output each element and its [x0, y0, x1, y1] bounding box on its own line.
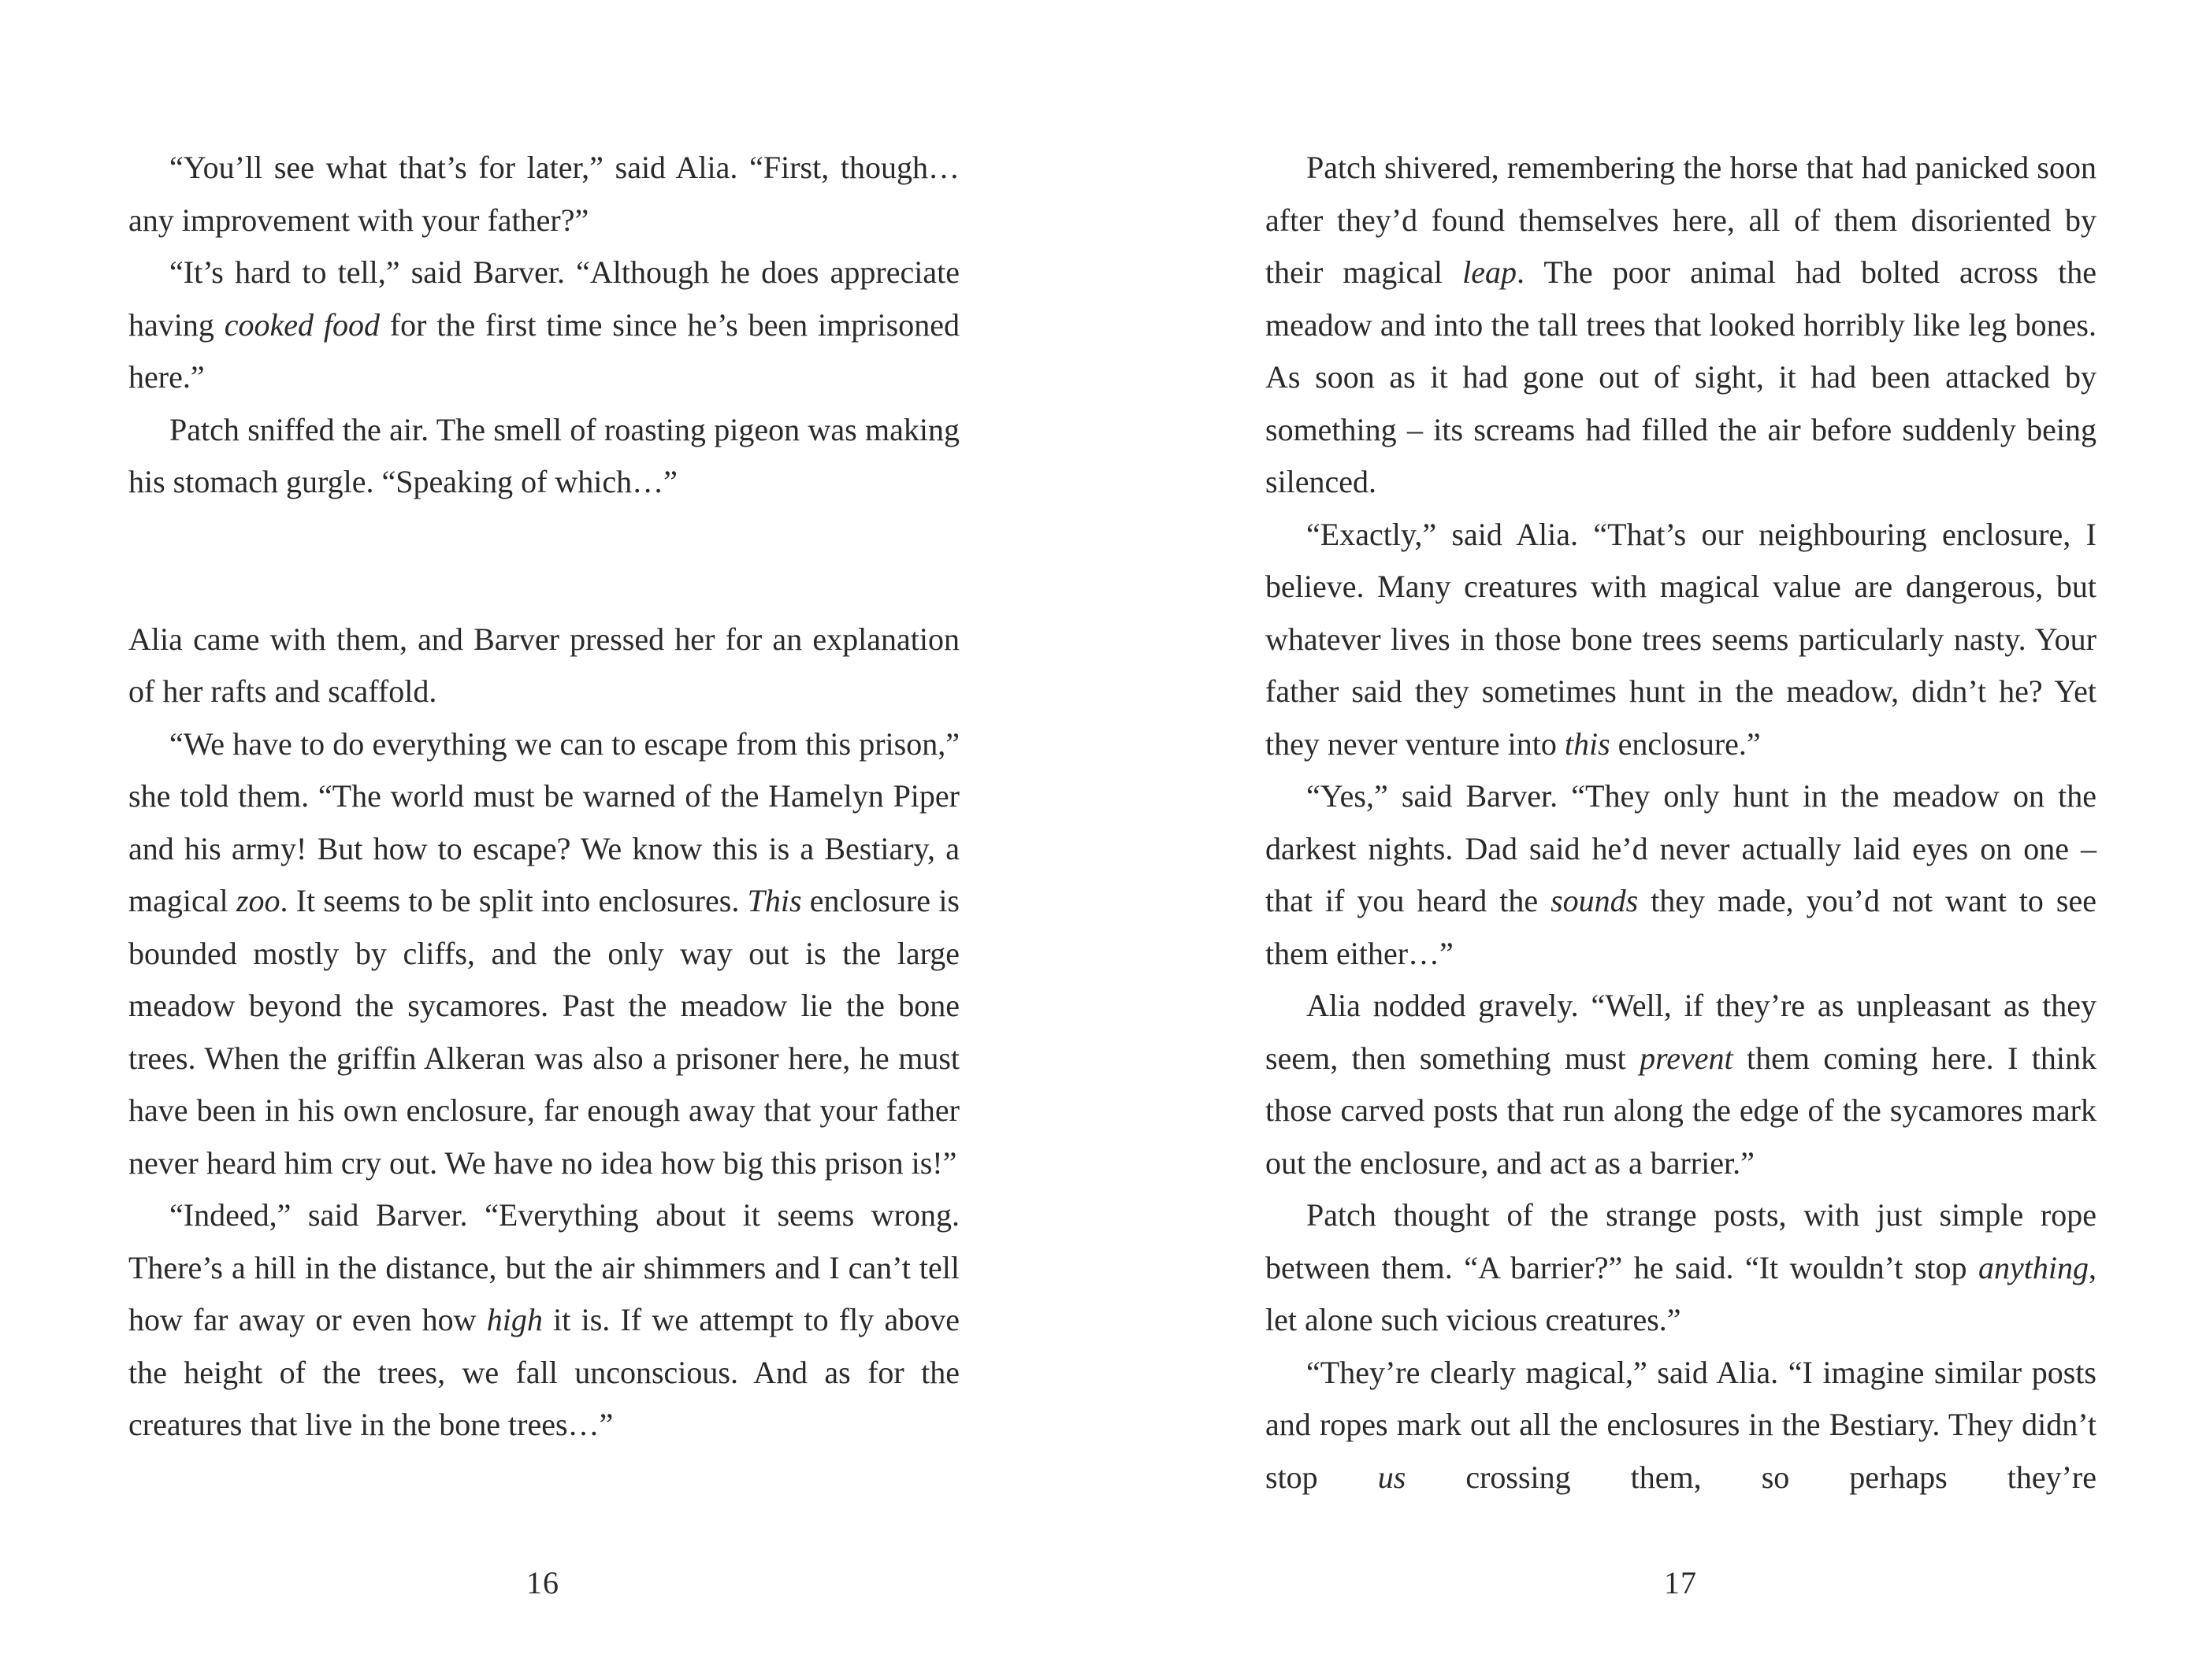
italic-phrase: prevent — [1640, 1040, 1733, 1076]
paragraph: Alia came with them, and Barver pressed her for an explanation of her rafts and scaffold. — [128, 621, 960, 709]
paragraph: Patch sniffed the air. The smell of roasting pigeon was making his stomach gurgle. “Speaking of which…” — [128, 411, 960, 499]
italic-phrase: high — [486, 1302, 543, 1337]
paragraph: “We have to do everything we can to escape from this prison,” she told them. “The world must be warned of the Hamelyn Piper and his army! But how to escape? We know this is a Bestiary, a magical zoo. It seems to be split into enclosures. This enclosure is bounded mostly by cliffs, and the only way out is the large meadow beyond the sycamores. Past the meadow lie the bone trees. When the griffin Alkeran was also a prisoner here, he must have been in his own enclosure, far enough away that your father never heard him cry out. We have no idea how big this prison is!” — [128, 725, 960, 1181]
italic-phrase: zoo — [236, 883, 280, 918]
right-page-text — [1265, 142, 2096, 1504]
paragraph: “Exactly,” said Alia. “That’s our neighbouring enclosure, I believe. Many creatures with magical value are dangerous, but whatever lives in those bone trees seems particularly nasty. Your father said they sometimes hunt in the meadow, didn’t he? Yet they never venture into this enclosure.” — [1265, 516, 2096, 762]
paragraph: “You’ll see what that’s for later,” said Alia. “First, though…any improvement with your father?” — [128, 150, 960, 238]
italic-phrase: sounds — [1551, 883, 1639, 918]
italic-phrase: anything — [1978, 1249, 2089, 1285]
paragraph: “It’s hard to tell,” said Barver. “Although he does appreciate having cooked food for the first time since he’s been imprisoned here.” — [128, 254, 960, 395]
page-number: 16 — [526, 1565, 559, 1600]
paragraph: “Indeed,” said Barver. “Everything about it seems wrong. There’s a hill in the distance, but the air shimmers and I can’t tell how far away or even how high it is. If we attempt to fly above the height of the trees, we fall unconscious. And as for the creatures that live in the bone trees…” — [128, 1197, 960, 1442]
paragraph: “Yes,” said Barver. “They only hunt in the meadow on the darkest nights. Dad said he’d never actually laid eyes on one – that if you heard the sounds they made, you’d not want to see them either…” — [1265, 778, 2096, 971]
italic-phrase: cooked food — [224, 306, 380, 343]
paragraph: Alia nodded gravely. “Well, if they’re as unpleasant as they seem, then something must prevent them coming here. I think those carved posts that run along the edge of the sycamores mark out the enclosure, and act as a barrier.” — [1265, 988, 2096, 1181]
page-number: 17 — [1664, 1565, 1697, 1600]
italic-phrase: leap — [1462, 254, 1517, 290]
paragraph: Patch shivered, remembering the horse that had panicked soon after they’d found themselves here, all of them disoriented by their magical leap. The poor animal had bolted across the meadow and into the tall trees that looked horribly like leg bones. As soon as it had gone out of sight, it had been attacked by something – its screams had filled the air before suddenly being silenced. — [1265, 150, 2097, 499]
italic-phrase: this — [1564, 725, 1610, 762]
italic-phrase: This — [747, 883, 802, 918]
paragraph: Patch thought of the strange posts, with just simple rope between them. “A barrier?” he said. “It wouldn’t stop anything, let alone such vicious creatures.” — [1265, 1197, 2096, 1337]
section-break — [128, 509, 960, 614]
right-page — [1103, 0, 2206, 1680]
italic-phrase: us — [1377, 1459, 1406, 1495]
left-page-text — [128, 142, 960, 1452]
paragraph: “They’re clearly magical,” said Alia. “I imagine similar posts and ropes mark out all the enclosures in the Bestiary. They didn’t stop us crossing them, so perhaps they’re — [1265, 1354, 2096, 1495]
